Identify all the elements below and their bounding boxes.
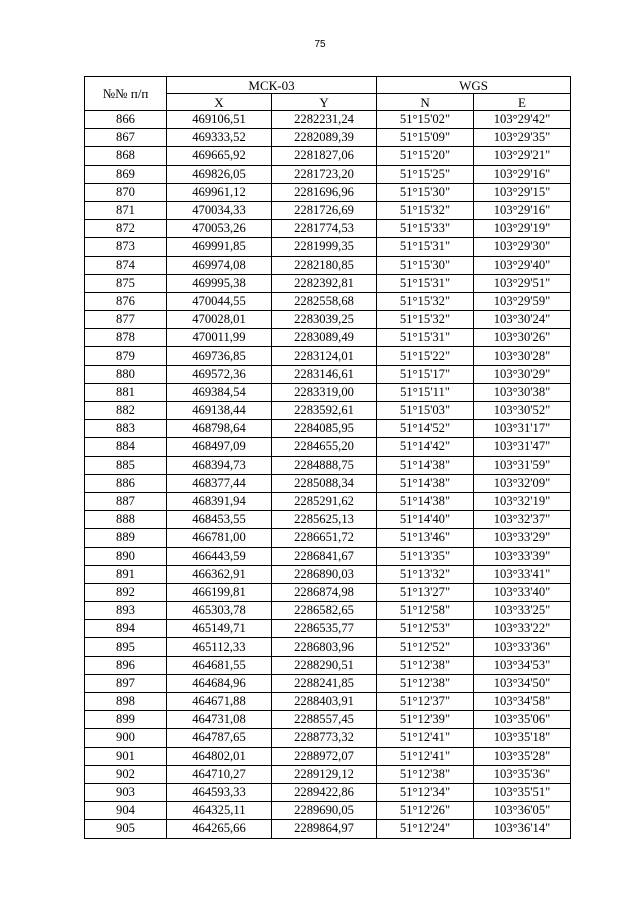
n-cell: 51°15'32" <box>377 201 474 219</box>
table-row <box>85 220 571 238</box>
y-cell: 2286582,65 <box>272 602 377 620</box>
y-cell: 2286874,98 <box>272 583 377 601</box>
table-row <box>85 547 571 565</box>
table-row <box>85 274 571 292</box>
x-cell: 469736,85 <box>167 347 272 365</box>
e-cell: 103°32'37" <box>474 511 571 529</box>
x-cell: 468453,55 <box>167 511 272 529</box>
y-cell: 2281723,20 <box>272 165 377 183</box>
n-cell: 51°14'52" <box>377 420 474 438</box>
table-row <box>85 438 571 456</box>
point-number-cell: 891 <box>85 565 167 583</box>
y-cell: 2282392,81 <box>272 274 377 292</box>
n-cell: 51°14'42" <box>377 438 474 456</box>
table-row <box>85 602 571 620</box>
point-number-cell: 878 <box>85 329 167 347</box>
y-cell: 2286803,96 <box>272 638 377 656</box>
header-point-number: №№ п/п <box>85 77 167 111</box>
y-cell: 2283146,61 <box>272 365 377 383</box>
point-number-cell: 889 <box>85 529 167 547</box>
x-cell: 464681,55 <box>167 656 272 674</box>
x-cell: 468377,44 <box>167 474 272 492</box>
y-cell: 2288241,85 <box>272 674 377 692</box>
point-number-cell: 877 <box>85 311 167 329</box>
table-row <box>85 511 571 529</box>
y-cell: 2281827,06 <box>272 147 377 165</box>
point-number-cell: 896 <box>85 656 167 674</box>
table-row <box>85 456 571 474</box>
table-row <box>85 474 571 492</box>
point-number-cell: 872 <box>85 220 167 238</box>
y-cell: 2285625,13 <box>272 511 377 529</box>
point-number-cell: 884 <box>85 438 167 456</box>
table-row <box>85 311 571 329</box>
e-cell: 103°34'53" <box>474 656 571 674</box>
table-row <box>85 383 571 401</box>
e-cell: 103°32'09" <box>474 474 571 492</box>
page-number: 75 <box>314 39 326 50</box>
x-cell: 470053,26 <box>167 220 272 238</box>
header-n: N <box>377 94 474 111</box>
n-cell: 51°15'31" <box>377 329 474 347</box>
x-cell: 469138,44 <box>167 402 272 420</box>
x-cell: 469826,05 <box>167 165 272 183</box>
e-cell: 103°29'35" <box>474 129 571 147</box>
x-cell: 464325,11 <box>167 802 272 820</box>
e-cell: 103°31'17" <box>474 420 571 438</box>
y-cell: 2281999,35 <box>272 238 377 256</box>
x-cell: 464684,96 <box>167 674 272 692</box>
y-cell: 2282558,68 <box>272 292 377 310</box>
n-cell: 51°12'52" <box>377 638 474 656</box>
y-cell: 2284655,20 <box>272 438 377 456</box>
point-number-cell: 905 <box>85 820 167 838</box>
e-cell: 103°35'36" <box>474 765 571 783</box>
table-row <box>85 147 571 165</box>
point-number-cell: 901 <box>85 747 167 765</box>
n-cell: 51°12'26" <box>377 802 474 820</box>
table-row <box>85 365 571 383</box>
table-row <box>85 674 571 692</box>
x-cell: 469991,85 <box>167 238 272 256</box>
e-cell: 103°33'39" <box>474 547 571 565</box>
table-row <box>85 347 571 365</box>
point-number-cell: 868 <box>85 147 167 165</box>
table-row <box>85 111 571 129</box>
table-row <box>85 638 571 656</box>
y-cell: 2282180,85 <box>272 256 377 274</box>
point-number-cell: 899 <box>85 711 167 729</box>
point-number-cell: 875 <box>85 274 167 292</box>
y-cell: 2285291,62 <box>272 492 377 510</box>
y-cell: 2288972,07 <box>272 747 377 765</box>
x-cell: 469974,08 <box>167 256 272 274</box>
header-group-wgs: WGS <box>377 77 571 94</box>
point-number-cell: 893 <box>85 602 167 620</box>
e-cell: 103°33'40" <box>474 583 571 601</box>
n-cell: 51°13'27" <box>377 583 474 601</box>
table-row <box>85 729 571 747</box>
table-row <box>85 711 571 729</box>
e-cell: 103°32'19" <box>474 492 571 510</box>
e-cell: 103°29'16" <box>474 201 571 219</box>
e-cell: 103°30'29" <box>474 365 571 383</box>
table-row <box>85 583 571 601</box>
x-cell: 469995,38 <box>167 274 272 292</box>
x-cell: 469572,36 <box>167 365 272 383</box>
table-header <box>85 77 571 111</box>
table-row <box>85 802 571 820</box>
n-cell: 51°15'32" <box>377 292 474 310</box>
x-cell: 470034,33 <box>167 201 272 219</box>
table-row <box>85 201 571 219</box>
point-number-cell: 904 <box>85 802 167 820</box>
e-cell: 103°30'26" <box>474 329 571 347</box>
table-row <box>85 129 571 147</box>
y-cell: 2283039,25 <box>272 311 377 329</box>
n-cell: 51°15'33" <box>377 220 474 238</box>
n-cell: 51°15'20" <box>377 147 474 165</box>
y-cell: 2289129,12 <box>272 765 377 783</box>
point-number-cell: 897 <box>85 674 167 692</box>
n-cell: 51°15'30" <box>377 256 474 274</box>
table-row <box>85 693 571 711</box>
e-cell: 103°29'51" <box>474 274 571 292</box>
x-cell: 464671,88 <box>167 693 272 711</box>
y-cell: 2283592,61 <box>272 402 377 420</box>
x-cell: 469333,52 <box>167 129 272 147</box>
table-row <box>85 256 571 274</box>
y-cell: 2284085,95 <box>272 420 377 438</box>
e-cell: 103°29'30" <box>474 238 571 256</box>
e-cell: 103°29'15" <box>474 183 571 201</box>
n-cell: 51°12'39" <box>377 711 474 729</box>
x-cell: 470028,01 <box>167 311 272 329</box>
e-cell: 103°29'59" <box>474 292 571 310</box>
x-cell: 466443,59 <box>167 547 272 565</box>
e-cell: 103°35'28" <box>474 747 571 765</box>
e-cell: 103°31'47" <box>474 438 571 456</box>
y-cell: 2284888,75 <box>272 456 377 474</box>
x-cell: 470044,55 <box>167 292 272 310</box>
table-row <box>85 783 571 801</box>
table-row <box>85 165 571 183</box>
point-number-cell: 874 <box>85 256 167 274</box>
e-cell: 103°35'18" <box>474 729 571 747</box>
x-cell: 466199,81 <box>167 583 272 601</box>
n-cell: 51°14'38" <box>377 456 474 474</box>
e-cell: 103°29'21" <box>474 147 571 165</box>
table-row <box>85 420 571 438</box>
y-cell: 2282231,24 <box>272 111 377 129</box>
table-row <box>85 765 571 783</box>
e-cell: 103°35'51" <box>474 783 571 801</box>
x-cell: 468391,94 <box>167 492 272 510</box>
x-cell: 465112,33 <box>167 638 272 656</box>
table-row <box>85 238 571 256</box>
e-cell: 103°29'19" <box>474 220 571 238</box>
x-cell: 469665,92 <box>167 147 272 165</box>
point-number-cell: 871 <box>85 201 167 219</box>
x-cell: 464731,08 <box>167 711 272 729</box>
point-number-cell: 880 <box>85 365 167 383</box>
n-cell: 51°15'31" <box>377 238 474 256</box>
y-cell: 2286651,72 <box>272 529 377 547</box>
x-cell: 468497,09 <box>167 438 272 456</box>
n-cell: 51°15'09" <box>377 129 474 147</box>
n-cell: 51°12'38" <box>377 765 474 783</box>
n-cell: 51°12'41" <box>377 747 474 765</box>
header-y: Y <box>272 94 377 111</box>
header-group-msk: МСК-03 <box>167 77 377 94</box>
table-row <box>85 329 571 347</box>
n-cell: 51°14'40" <box>377 511 474 529</box>
e-cell: 103°30'38" <box>474 383 571 401</box>
table-body <box>85 111 571 839</box>
e-cell: 103°36'05" <box>474 802 571 820</box>
point-number-cell: 898 <box>85 693 167 711</box>
x-cell: 464802,01 <box>167 747 272 765</box>
table-row <box>85 492 571 510</box>
point-number-cell: 873 <box>85 238 167 256</box>
table-row <box>85 292 571 310</box>
y-cell: 2289864,97 <box>272 820 377 838</box>
point-number-cell: 879 <box>85 347 167 365</box>
point-number-cell: 902 <box>85 765 167 783</box>
x-cell: 470011,99 <box>167 329 272 347</box>
e-cell: 103°31'59" <box>474 456 571 474</box>
x-cell: 468394,73 <box>167 456 272 474</box>
n-cell: 51°13'35" <box>377 547 474 565</box>
y-cell: 2283089,49 <box>272 329 377 347</box>
y-cell: 2286841,67 <box>272 547 377 565</box>
n-cell: 51°15'25" <box>377 165 474 183</box>
coordinates-table <box>84 76 571 839</box>
n-cell: 51°15'30" <box>377 183 474 201</box>
n-cell: 51°13'32" <box>377 565 474 583</box>
e-cell: 103°30'24" <box>474 311 571 329</box>
table-row <box>85 529 571 547</box>
y-cell: 2289690,05 <box>272 802 377 820</box>
e-cell: 103°29'16" <box>474 165 571 183</box>
n-cell: 51°14'38" <box>377 492 474 510</box>
x-cell: 464593,33 <box>167 783 272 801</box>
e-cell: 103°29'42" <box>474 111 571 129</box>
n-cell: 51°15'17" <box>377 365 474 383</box>
y-cell: 2281774,53 <box>272 220 377 238</box>
n-cell: 51°15'32" <box>377 311 474 329</box>
x-cell: 466362,91 <box>167 565 272 583</box>
point-number-cell: 885 <box>85 456 167 474</box>
n-cell: 51°12'24" <box>377 820 474 838</box>
n-cell: 51°15'11" <box>377 383 474 401</box>
n-cell: 51°13'46" <box>377 529 474 547</box>
point-number-cell: 888 <box>85 511 167 529</box>
y-cell: 2286890,03 <box>272 565 377 583</box>
n-cell: 51°15'22" <box>377 347 474 365</box>
x-cell: 468798,64 <box>167 420 272 438</box>
y-cell: 2283124,01 <box>272 347 377 365</box>
point-number-cell: 883 <box>85 420 167 438</box>
y-cell: 2281696,96 <box>272 183 377 201</box>
e-cell: 103°33'36" <box>474 638 571 656</box>
e-cell: 103°30'28" <box>474 347 571 365</box>
table-row <box>85 565 571 583</box>
e-cell: 103°33'41" <box>474 565 571 583</box>
point-number-cell: 895 <box>85 638 167 656</box>
table-row <box>85 183 571 201</box>
x-cell: 469961,12 <box>167 183 272 201</box>
table-row <box>85 747 571 765</box>
y-cell: 2283319,00 <box>272 383 377 401</box>
y-cell: 2282089,39 <box>272 129 377 147</box>
e-cell: 103°35'06" <box>474 711 571 729</box>
e-cell: 103°33'29" <box>474 529 571 547</box>
point-number-cell: 892 <box>85 583 167 601</box>
e-cell: 103°36'14" <box>474 820 571 838</box>
point-number-cell: 867 <box>85 129 167 147</box>
y-cell: 2289422,86 <box>272 783 377 801</box>
y-cell: 2286535,77 <box>272 620 377 638</box>
n-cell: 51°15'31" <box>377 274 474 292</box>
n-cell: 51°12'58" <box>377 602 474 620</box>
x-cell: 466781,00 <box>167 529 272 547</box>
y-cell: 2285088,34 <box>272 474 377 492</box>
point-number-cell: 869 <box>85 165 167 183</box>
n-cell: 51°12'38" <box>377 674 474 692</box>
e-cell: 103°34'58" <box>474 693 571 711</box>
point-number-cell: 900 <box>85 729 167 747</box>
point-number-cell: 881 <box>85 383 167 401</box>
table-row <box>85 820 571 838</box>
point-number-cell: 903 <box>85 783 167 801</box>
point-number-cell: 887 <box>85 492 167 510</box>
table-row <box>85 620 571 638</box>
x-cell: 464265,66 <box>167 820 272 838</box>
point-number-cell: 882 <box>85 402 167 420</box>
point-number-cell: 890 <box>85 547 167 565</box>
n-cell: 51°12'53" <box>377 620 474 638</box>
n-cell: 51°15'02" <box>377 111 474 129</box>
y-cell: 2288290,51 <box>272 656 377 674</box>
point-number-cell: 870 <box>85 183 167 201</box>
e-cell: 103°30'52" <box>474 402 571 420</box>
e-cell: 103°33'25" <box>474 602 571 620</box>
header-x: X <box>167 94 272 111</box>
e-cell: 103°29'40" <box>474 256 571 274</box>
y-cell: 2281726,69 <box>272 201 377 219</box>
x-cell: 469384,54 <box>167 383 272 401</box>
y-cell: 2288403,91 <box>272 693 377 711</box>
n-cell: 51°12'37" <box>377 693 474 711</box>
x-cell: 464710,27 <box>167 765 272 783</box>
n-cell: 51°12'34" <box>377 783 474 801</box>
x-cell: 469106,51 <box>167 111 272 129</box>
point-number-cell: 894 <box>85 620 167 638</box>
header-e: E <box>474 94 571 111</box>
point-number-cell: 876 <box>85 292 167 310</box>
x-cell: 465303,78 <box>167 602 272 620</box>
n-cell: 51°15'03" <box>377 402 474 420</box>
point-number-cell: 886 <box>85 474 167 492</box>
n-cell: 51°12'38" <box>377 656 474 674</box>
n-cell: 51°12'41" <box>377 729 474 747</box>
x-cell: 464787,65 <box>167 729 272 747</box>
y-cell: 2288557,45 <box>272 711 377 729</box>
point-number-cell: 866 <box>85 111 167 129</box>
table-row <box>85 402 571 420</box>
x-cell: 465149,71 <box>167 620 272 638</box>
e-cell: 103°34'50" <box>474 674 571 692</box>
y-cell: 2288773,32 <box>272 729 377 747</box>
table-row <box>85 656 571 674</box>
n-cell: 51°14'38" <box>377 474 474 492</box>
e-cell: 103°33'22" <box>474 620 571 638</box>
